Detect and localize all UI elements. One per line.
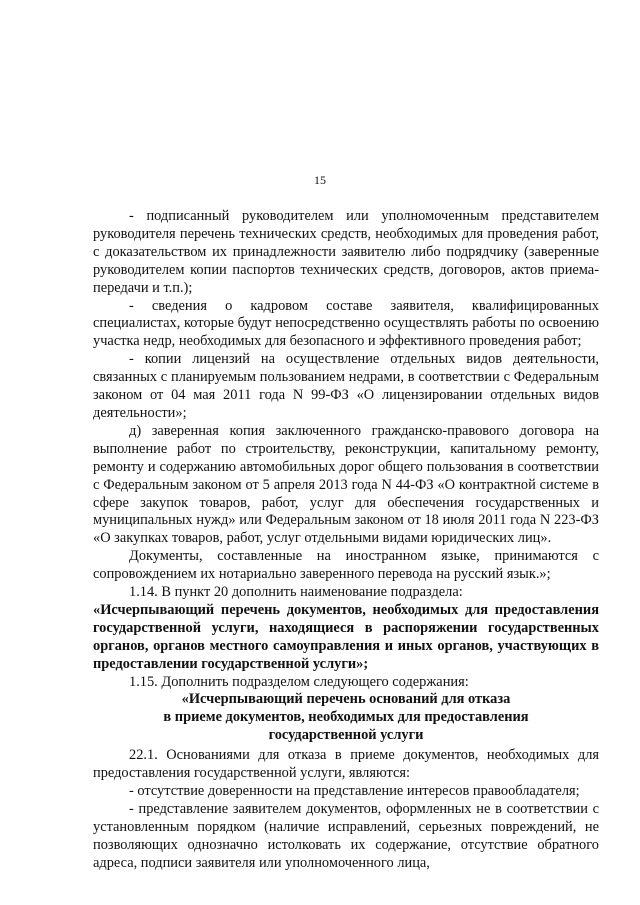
subsection-heading-line-1: «Исчерпывающий перечень оснований для отказа xyxy=(181,691,511,708)
item-1-14-title: «Исчерпывающий перечень документов, необходимых для предоставления государственной услуги, находящиеся в распоряжении государственных органов, органов местного самоуправления и иных органов, участвующих в предоставлении государственной услуги»; xyxy=(93,601,599,672)
document-body xyxy=(93,208,599,873)
subsection-heading-line-2: в приеме документов, необходимых для предоставления xyxy=(163,709,529,726)
paragraph-personnel: - сведения о кадровом составе заявителя, квалифицированных специалистах, которые будут непосредственно осуществлять работы по освоению участка недр, необходимых для безопасного и эффективного проведения работ; xyxy=(93,297,599,350)
item-22-1-text: 22.1. Основаниями для отказа в приеме документов, необходимых для предоставления государственной услуги, являются: xyxy=(93,747,599,782)
paragraph-technical-means: - подписанный руководителем или уполномоченным представителем руководителя перечень технических средств, необходимых для проведения работ, с доказательством их принадлежности заявителю либо подрядчику (заверенные руководителем копии паспортов технических средств, договоров, актов приема-передачи и т.п.); xyxy=(93,208,599,296)
page-number: 15 xyxy=(314,173,326,187)
bullet-improper-documents: - представление заявителем документов, оформленных не в соответствии с установленным порядком (наличие исправлений, серьезных повреждений, не позволяющих однозначно истолковать их содержание, отсутствие обратного адреса, подписи заявителя или уполномоченного лица, xyxy=(93,800,599,871)
item-1-14-intro: 1.14. В пункт 20 дополнить наименование подраздела: xyxy=(129,584,463,601)
paragraph-licenses: - копии лицензий на осуществление отдельных видов деятельности, связанных с планируемым пользованием недрами, в соответствии с Федеральным законом от 04 мая 2011 года N 99-ФЗ «О лицензировании отдельных видов деятельности»; xyxy=(93,351,599,421)
paragraph-foreign-documents: Документы, составленные на иностранном языке, принимаются с сопровождением их нотариально заверенного перевода на русский язык.»; xyxy=(93,548,599,583)
item-1-15-intro: 1.15. Дополнить подразделом следующего содержания: xyxy=(129,673,469,690)
paragraph-contract-copy: д) заверенная копия заключенного гражданско-правового договора на выполнение работ по строительству, реконструкции, капитальному ремонту, ремонту и содержанию автомобильных дорог общего пользования в соответствии с Федеральным законом от 5 апреля 2013 года N 44-ФЗ «О контрактной системе в сфере закупок товаров, работ, услуг для обеспечения государственных и муниципальных нужд» или Федеральным законом от 18 июля 2011 года N 223-ФЗ «О закупках товаров, работ, услуг отдельными видами юридических лиц». xyxy=(93,422,599,547)
subsection-heading-line-3: государственной услуги xyxy=(268,727,424,744)
bullet-no-power-of-attorney: - отсутствие доверенности на представление интересов правообладателя; xyxy=(129,783,580,799)
